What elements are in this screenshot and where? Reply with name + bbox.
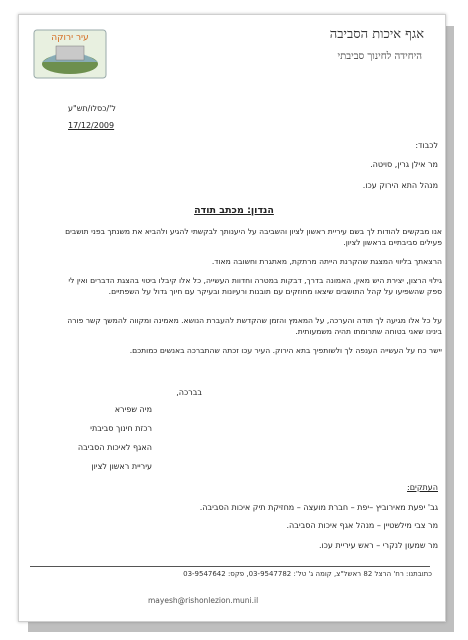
signature-name: מיה שפירא [114, 405, 152, 414]
signature-title: רכזת חינוך סביבתי [90, 424, 152, 433]
body-paragraph-5: יישר כח על העשייה הענפה לך ולשותפיך בתא הירוק. העיר עכו זכתה שהתברכה באנשים כמותכם. [129, 346, 442, 355]
copy-item: גב' יפעת מאירוביץ –יפת – חברת מועצה – מחזיקת תיק איכות הסביבה. [199, 503, 438, 512]
subject-line: הנדון: מכתב תודה [194, 205, 274, 216]
signature-city: עיריית ראשון לציון [91, 462, 152, 471]
to-role: מנהל התא הירוק עכו. [362, 181, 438, 190]
body-paragraph-4: על כל אלו מגיעה לך תודה והערכה, על המאמץ והזמן שהקדשת להעברת הנושא. מאמינה ומקווה להמשך קשר פורה בינינו שאני בטוחה שתרומתו תהיה משמעותית. [67, 316, 442, 336]
footer-divider [30, 566, 430, 567]
to-label: לכבוד: [415, 141, 438, 150]
hebrew-date: ל'/כסלו/תש"ע [68, 104, 116, 113]
copy-item: מר צבי מילשטיין – מנהל אגף איכות הסביבה. [286, 521, 438, 530]
body-paragraph-3: גילוי הרצון, יצירת היש מאין, האמונה בדרך, דבקות במטרה וחדוות העשייה, כל אלו קיבלו ביטוי בהצגת הדברים ואין לי ספק שהשפיעו על קהל התושבים שיצאו מחוזקים עם תובנות ורעיונות ובעיקר עם חיוך גדול על השפתיים. [68, 276, 442, 296]
body-paragraph-1: אנו מבקשים להודות לך בשם עיריית ראשון לציון והשביבה על היענותך לבקשתי להגיע ולהביא את משנתך בפני תושבים פעילים סביבתיים בראשון לציון. [65, 227, 442, 247]
org-subtitle: היחידה לחינוך סביבתי [337, 51, 422, 62]
to-name: מר אילן גרין, סויטה. [370, 160, 438, 169]
footer-address: כתובתנו: רח' הרצל 82 ראשל"צ, קומה ג' טל': 03-9547782, פקס: 03-9547642 [183, 570, 432, 578]
logo-text: עיר ירוקה [51, 33, 89, 43]
copy-item: מר שמעון לנקרי – ראש עיריית עכו. [318, 541, 438, 550]
city-logo [30, 26, 110, 82]
signature-closing: בברכה, [176, 388, 202, 397]
gregorian-date: 17/12/2009 [68, 121, 115, 130]
body-paragraph-2: הרצאתך בליווי המצגת שהקרנת הייתה מרתקת, מאתגרת וחשובה מאוד. [211, 257, 442, 266]
signature-dept: האגף לאיכות הסביבה [77, 443, 152, 452]
footer-email[interactable]: mayesh@rishonlezion.muni.il [148, 596, 259, 605]
copies-label: העתקים: [407, 483, 438, 492]
org-title: אגף איכות הסביבה [329, 27, 424, 42]
